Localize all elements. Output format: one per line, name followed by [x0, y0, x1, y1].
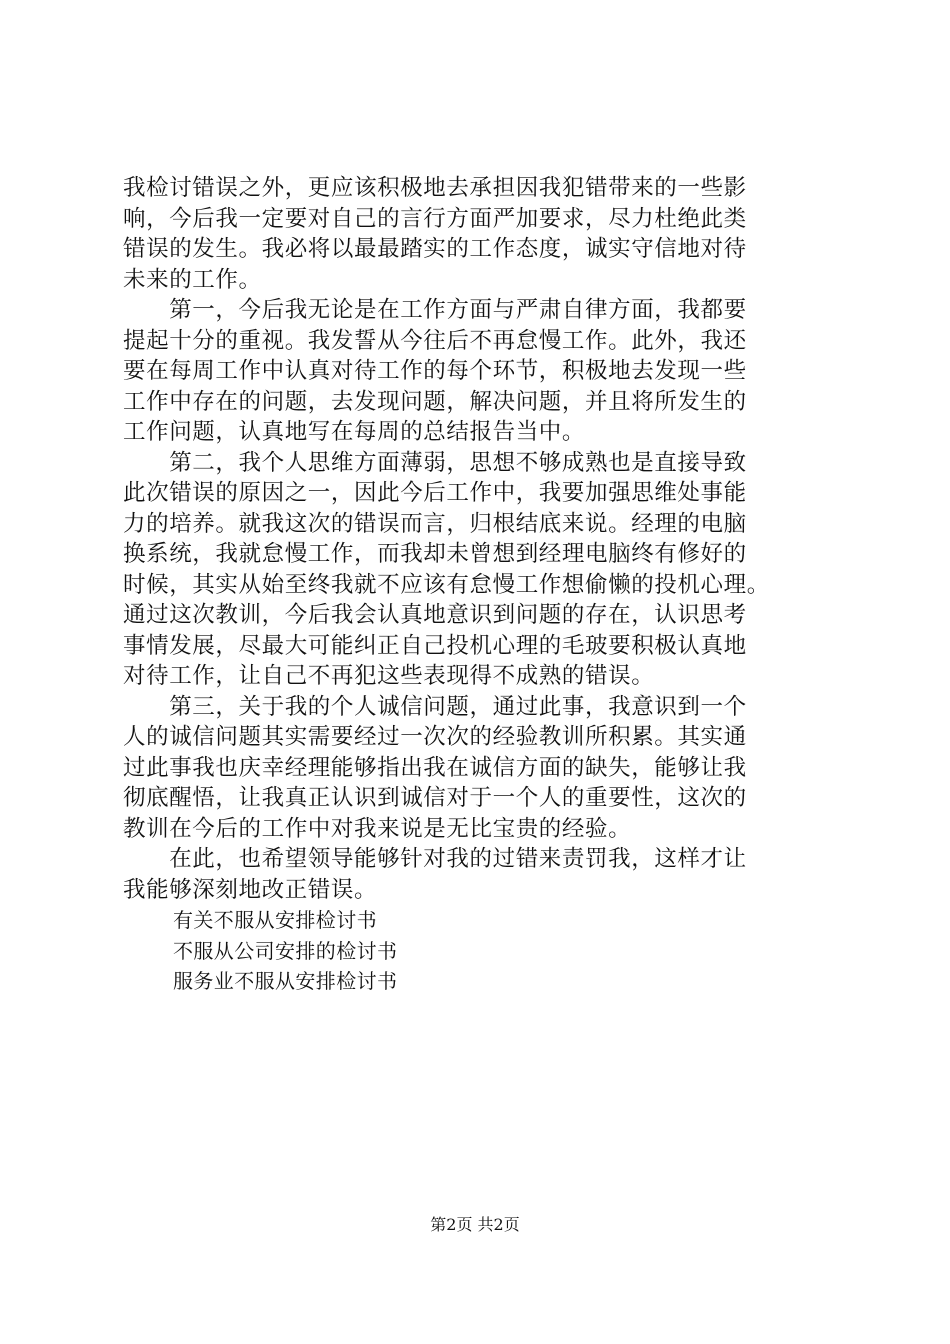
text-line: 未来的工作。 — [123, 266, 262, 293]
text-line: 通过这次教训，今后我会认真地意识到问题的存在，认识思考 — [123, 602, 747, 628]
text-line: 换系统，我就怠慢工作，而我却未曾想到经理电脑终有修好的 — [123, 541, 747, 567]
text-line: 我能够深刻地改正错误。 — [123, 876, 378, 903]
text-line: 提起十分的重视。我发誓从今往后不再怠慢工作。此外，我还 — [123, 327, 747, 354]
text-line: 教训在今后的工作中对我来说是无比宝贵的经验。 — [123, 815, 632, 842]
text-line: 人的诚信问题其实需要经过一次次的经验教训所积累。其实通 — [123, 724, 747, 750]
text-line: 工作问题，认真地写在每周的总结报告当中。 — [123, 419, 586, 445]
text-line: 要在每周工作中认真对待工作的每个环节，积极地去发现一些 — [123, 358, 747, 384]
text-line: 工作中存在的问题，去发现问题，解决问题，并且将所发生的 — [123, 388, 747, 415]
text-line: 第一，今后我无论是在工作方面与严肃自律方面，我都要 — [123, 297, 747, 323]
text-line: 事情发展，尽最大可能纠正自己投机心理的毛玻要积极认真地 — [123, 632, 747, 659]
related-title: 服务业不服从安排检讨书 — [173, 969, 398, 993]
text-line: 在此，也希望领导能够针对我的过错来责罚我，这样才让 — [123, 846, 747, 872]
text-line: 过此事我也庆幸经理能够指出我在诚信方面的缺失，能够让我 — [123, 754, 747, 781]
text-line: 时候，其实从始至终我就不应该有怠慢工作想偷懒的投机心理。 — [123, 571, 770, 598]
text-line: 错误的发生。我必将以最最踏实的工作态度，诚实守信地对待 — [123, 236, 747, 262]
text-line: 力的培养。就我这次的错误而言，归根结底来说。经理的电脑 — [123, 510, 747, 537]
text-line: 第二，我个人思维方面薄弱，思想不够成熟也是直接导致 — [123, 449, 747, 476]
text-line: 我检讨错误之外，更应该积极地去承担因我犯错带来的一些影 — [123, 175, 747, 201]
text-line: 此次错误的原因之一，因此今后工作中，我要加强思维处事能 — [123, 480, 747, 506]
related-title: 不服从公司安排的检讨书 — [173, 938, 398, 963]
text-line: 彻底醒悟，让我真正认识到诚信对于一个人的重要性，这次的 — [123, 785, 747, 811]
text-line: 第三，关于我的个人诚信问题，通过此事，我意识到一个 — [123, 693, 747, 720]
page-footer: 第2页 共2页 — [430, 1215, 520, 1234]
related-title: 有关不服从安排检讨书 — [173, 908, 377, 932]
text-line: 对待工作，让自己不再犯这些表现得不成熟的错误。 — [123, 663, 655, 689]
text-line: 响，今后我一定要对自己的言行方面严加要求，尽力杜绝此类 — [123, 205, 747, 232]
document-body — [123, 173, 835, 997]
